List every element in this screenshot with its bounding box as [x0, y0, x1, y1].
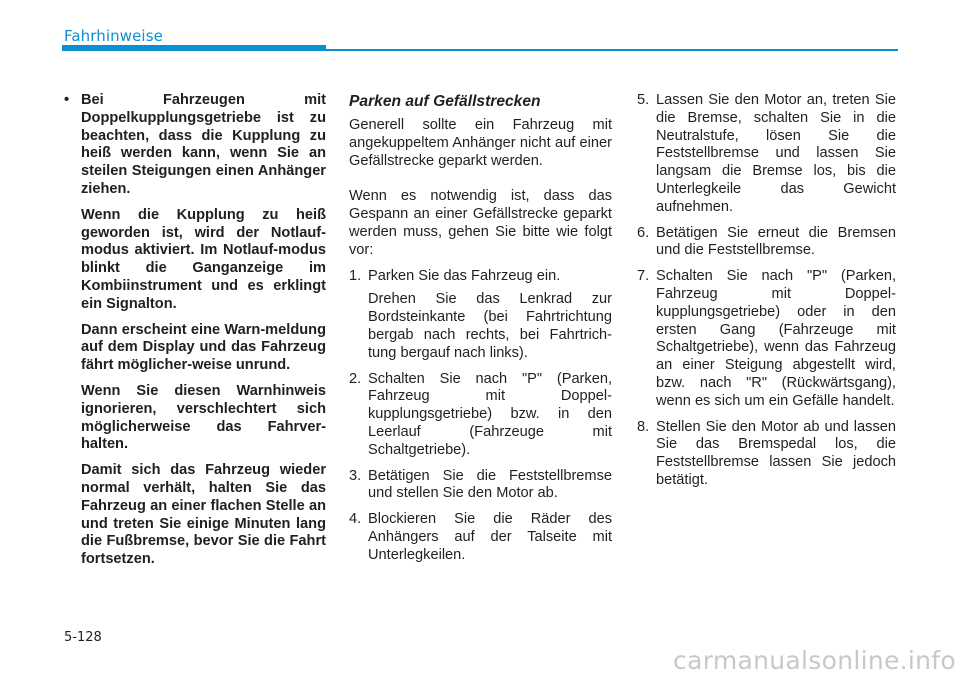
step-item [637, 225, 896, 261]
step-item [349, 511, 612, 564]
step-item [349, 468, 612, 504]
step-text: Schalten Sie nach "P" (Parken, Fahrzeug mit Doppel-kupplungsgetriebe) oder in den ersten Gang (Fahrzeuge mit Schaltgetriebe), wenn das Fahrzeug an einer Steigung abgestellt wird, bzw. nach "R" (Rückwärtsgang), wenn es sich um ein Gefälle handelt. [656, 268, 896, 409]
page-number: 5-128 [64, 630, 102, 645]
step-item [637, 419, 896, 490]
step-item [637, 268, 896, 410]
step-number: 8. [637, 418, 650, 435]
watermark: carmanualsonline.info [673, 646, 956, 675]
section-heading: Parken auf Gefällstrecken [349, 93, 541, 110]
step-number: 5. [637, 92, 650, 108]
section-title: Fahrhinweise [64, 27, 163, 45]
step-number: 2. [349, 370, 362, 387]
warning-paragraph-1: Wenn die Kupplung zu heiß geworden ist, wird der Notlauf-modus aktiviert. Im Notlauf-modus blinkt die Ganganzeige im Kombiinstrument und es erklingt ein Signalton. [81, 206, 326, 312]
step-text: Lassen Sie den Motor an, treten Sie die Bremse, schalten Sie in die Neutralstufe, lösen Sie die Feststellbremse und lassen Sie langsam die Bremse los, bis die Unterlegkeile das Gewicht aufnehmen. [656, 92, 896, 215]
step-text: Schalten Sie nach "P" (Parken, Fahrzeug mit Doppel-kupplungsgetriebe) bzw. in den Leerlauf (Fahrzeuge mit Schaltgetriebe). [368, 370, 612, 458]
intro-paragraph-1: Generell sollte ein Fahrzeug mit angekuppeltem Anhänger nicht auf einer Gefällstrecke geparkt werden. [349, 117, 612, 169]
step-number: 3. [349, 467, 362, 484]
bullet-mark: • [64, 92, 70, 108]
warning-bullet [64, 92, 326, 199]
step-text: Parken Sie das Fahrzeug ein. [368, 267, 561, 284]
header-rule-thin [326, 49, 898, 51]
step-text: Stellen Sie den Motor ab und lassen Sie das Bremspedal los, die Feststellbremse lassen Sie jedoch betätigt. [656, 418, 896, 488]
step-number: 4. [349, 511, 362, 528]
step-item [349, 371, 612, 460]
bullet-text: Bei Fahrzeugen mit Doppelkupplungsgetriebe ist zu beachten, dass die Kupplung zu heiß werden kann, wenn Sie an steilen Steigungen einen Anhänger ziehen. [81, 92, 326, 197]
column-middle [349, 92, 612, 573]
step-subtext: Drehen Sie das Lenkrad zur Bordsteinkante (bei Fahrtrichtung bergab nach rechts, bei Fahrtrich-tung bergauf nach links). [368, 291, 612, 361]
warning-paragraph-3: Wenn Sie diesen Warnhinweis ignorieren, verschlechtert sich möglicherweise das Fahrver-halten. [81, 382, 326, 453]
step-item [637, 92, 896, 217]
intro-paragraph-2: Wenn es notwendig ist, dass das Gespann an einer Gefällstrecke geparkt werden muss, gehen Sie bitte wie folgt vor: [349, 188, 612, 258]
warning-paragraph-2: Dann erscheint eine Warn-meldung auf dem Display und das Fahrzeug fährt möglicher-weise unrund. [81, 321, 326, 374]
step-text: Betätigen Sie erneut die Bremsen und die Feststellbremse. [656, 224, 896, 259]
column-left [64, 92, 326, 577]
step-number: 7. [637, 268, 650, 285]
step-text: Blockieren Sie die Räder des Anhängers auf der Talseite mit Unterlegkeilen. [368, 511, 612, 563]
header-rule-thick [62, 45, 326, 51]
step-item [349, 268, 612, 286]
step-number: 6. [637, 224, 650, 241]
column-right [637, 92, 896, 498]
step-number: 1. [349, 267, 362, 284]
spacer [349, 178, 612, 188]
warning-paragraph-4: Damit sich das Fahrzeug wieder normal verhält, halten Sie das Fahrzeug an einer flachen Stelle an und treten Sie einige Minuten lang die Fußbremse, bevor Sie die Fahrt fortsetzen. [81, 462, 326, 568]
step-text: Betätigen Sie die Feststellbremse und stellen Sie den Motor ab. [368, 467, 612, 502]
